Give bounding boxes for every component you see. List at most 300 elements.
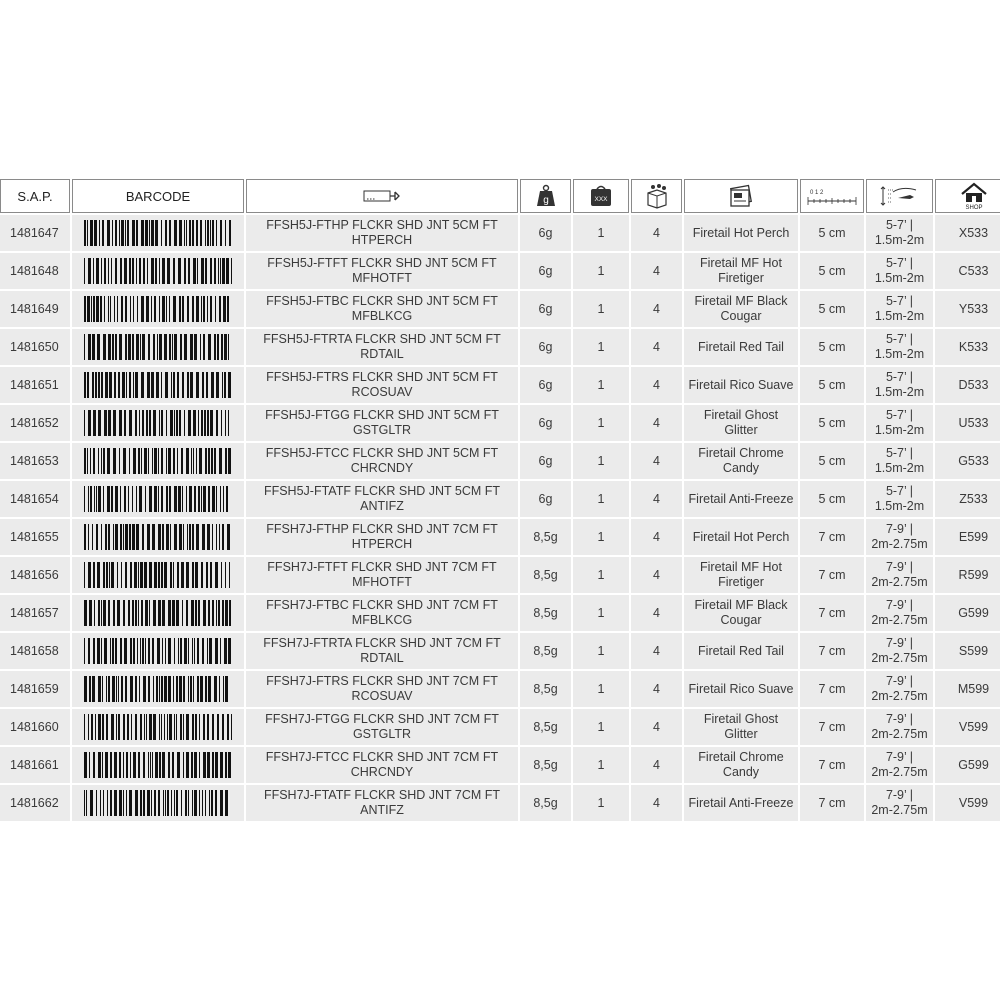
pack-qty-cell (573, 671, 629, 707)
description-cell (246, 633, 518, 669)
depth-cell (866, 595, 933, 631)
box-qty-value: 4 (653, 529, 660, 544)
description-cell (246, 595, 518, 631)
length-cell (800, 481, 864, 517)
shop-cell (935, 481, 1000, 517)
shop-cell (935, 785, 1000, 821)
ruler-icon (805, 185, 859, 207)
sap-value: 1481657 (10, 605, 59, 620)
barcode-image (84, 524, 232, 550)
length-cell (800, 405, 864, 441)
box-qty-value: 4 (653, 225, 660, 240)
weight-value: 6g (538, 263, 553, 278)
weight-value: 8,5g (533, 757, 558, 772)
shop-code: G599 (958, 757, 989, 772)
description-cell (246, 671, 518, 707)
pack-quantity-icon (589, 184, 613, 208)
name-cell (684, 633, 798, 669)
name-cell (684, 253, 798, 289)
length-value: 7 cm (818, 643, 846, 658)
description-line-2: MFHOTFT (352, 271, 412, 285)
shop-cell (935, 519, 1000, 555)
description-line-1: FFSH7J-FTFT FLCKR SHD JNT 7CM FT (267, 560, 497, 574)
shop-code: G533 (958, 453, 989, 468)
weight-cell (520, 747, 571, 783)
sap-cell (0, 557, 70, 593)
name-line-2: Candy (722, 461, 760, 475)
sap-cell (0, 709, 70, 745)
box-qty-value: 4 (653, 339, 660, 354)
length-value: 5 cm (818, 453, 846, 468)
sap-cell (0, 215, 70, 251)
length-value: 7 cm (818, 681, 846, 696)
description-line-2: GSTGLTR (352, 727, 412, 741)
weight-cell (520, 443, 571, 479)
length-value: 7 cm (818, 757, 846, 772)
pack-qty-cell (573, 329, 629, 365)
depth-feet: 5-7’ | (885, 332, 914, 346)
description-line-1: FFSH7J-FTCC FLCKR SHD JNT 7CM FT (265, 750, 499, 764)
depth-feet: 7-9’ | (885, 636, 914, 650)
length-cell (800, 215, 864, 251)
name-cell (684, 329, 798, 365)
depth-cell (866, 557, 933, 593)
box-qty-cell (631, 405, 682, 441)
description-line-2: HTPERCH (351, 537, 413, 551)
pack-qty-cell (573, 481, 629, 517)
depth-cell (866, 215, 933, 251)
box-qty-cell (631, 481, 682, 517)
barcode-cell (72, 291, 244, 327)
name-line-2: Candy (722, 765, 760, 779)
weight-cell (520, 557, 571, 593)
pack-qty-cell (573, 557, 629, 593)
name-line-2: Firetiger (718, 575, 764, 589)
name-cell (684, 595, 798, 631)
shop-code: E599 (958, 529, 989, 544)
shop-code: K533 (958, 339, 989, 354)
header-sap (0, 179, 70, 213)
description-line-2: CHRCNDY (350, 461, 414, 475)
description-line-2: RDTAIL (360, 347, 404, 361)
shop-code: Z533 (959, 491, 988, 506)
header-shop (935, 179, 1000, 213)
depth-meters: 2m-2.75m (871, 689, 928, 703)
weight-cell (520, 253, 571, 289)
name-cell (684, 481, 798, 517)
name-line-1: Firetail MF Hot (700, 256, 782, 270)
pack-qty-value: 1 (597, 377, 605, 392)
length-value: 5 cm (818, 415, 846, 430)
description-cell (246, 747, 518, 783)
box-qty-value: 4 (653, 605, 660, 620)
shop-cell (935, 215, 1000, 251)
weight-cell (520, 481, 571, 517)
description-cell (246, 291, 518, 327)
depth-feet: 7-9’ | (885, 788, 914, 802)
depth-cell (866, 481, 933, 517)
sap-cell (0, 785, 70, 821)
sap-cell (0, 443, 70, 479)
pack-qty-value: 1 (597, 529, 605, 544)
depth-meters: 1.5m-2m (874, 499, 925, 513)
length-cell (800, 443, 864, 479)
length-cell (800, 785, 864, 821)
depth-meters: 1.5m-2m (874, 309, 925, 323)
sap-value: 1481658 (10, 643, 59, 658)
length-cell (800, 633, 864, 669)
description-line-2: HTPERCH (351, 233, 413, 247)
header-weight (520, 179, 571, 213)
box-qty-value: 4 (653, 643, 660, 658)
barcode-cell (72, 253, 244, 289)
name-line-1: Firetail Hot Perch (692, 529, 790, 544)
depth-cell (866, 709, 933, 745)
box-qty-cell (631, 367, 682, 403)
table-row (0, 329, 1000, 365)
weight-value: 8,5g (533, 529, 558, 544)
description-line-1: FFSH7J-FTATF FLCKR SHD JNT 7CM FT (263, 788, 501, 802)
depth-feet: 7-9’ | (885, 522, 914, 536)
weight-value: 8,5g (533, 643, 558, 658)
pack-icon-glyph: XXX (594, 196, 608, 203)
barcode-image (84, 676, 232, 702)
header-sap-label: S.A.P. (17, 188, 53, 204)
weight-cell (520, 709, 571, 745)
length-cell (800, 367, 864, 403)
depth-feet: 7-9’ | (885, 712, 914, 726)
barcode-cell (72, 481, 244, 517)
box-qty-value: 4 (653, 377, 660, 392)
depth-cell (866, 405, 933, 441)
name-line-1: Firetail Anti-Freeze (688, 795, 794, 810)
depth-cell (866, 747, 933, 783)
weight-cell (520, 291, 571, 327)
pack-qty-value: 1 (597, 567, 605, 582)
description-cell (246, 557, 518, 593)
name-cell (684, 747, 798, 783)
pack-qty-cell (573, 405, 629, 441)
depth-feet: 7-9’ | (885, 750, 914, 764)
description-cell (246, 215, 518, 251)
pack-qty-value: 1 (597, 757, 605, 772)
weight-icon (535, 184, 557, 208)
box-qty-value: 4 (653, 719, 660, 734)
table-row (0, 367, 1000, 403)
length-value: 5 cm (818, 377, 846, 392)
pack-qty-value: 1 (597, 301, 605, 316)
weight-value: 6g (538, 415, 553, 430)
weight-value: 8,5g (533, 719, 558, 734)
header-depth (866, 179, 933, 213)
depth-meters: 2m-2.75m (871, 803, 928, 817)
length-value: 7 cm (818, 719, 846, 734)
pack-qty-value: 1 (597, 339, 605, 354)
length-value: 7 cm (818, 795, 846, 810)
barcode-cell (72, 329, 244, 365)
sap-cell (0, 367, 70, 403)
name-cell (684, 291, 798, 327)
name-cell (684, 709, 798, 745)
name-line-1: Firetail Anti-Freeze (688, 491, 794, 506)
name-line-1: Firetail Chrome (698, 446, 784, 460)
name-cell (684, 671, 798, 707)
shop-label: SHOP (964, 205, 983, 210)
depth-feet: 7-9’ | (885, 674, 914, 688)
shop-code: D533 (958, 377, 989, 392)
description-line-2: GSTGLTR (352, 423, 412, 437)
color-chart-icon (728, 184, 754, 208)
box-qty-cell (631, 633, 682, 669)
description-cell (246, 709, 518, 745)
length-cell (800, 557, 864, 593)
description-line-1: FFSH5J-FTRS FLCKR SHD JNT 5CM FT (266, 370, 498, 384)
table-row (0, 253, 1000, 289)
box-qty-value: 4 (653, 567, 660, 582)
box-qty-cell (631, 595, 682, 631)
depth-cell (866, 633, 933, 669)
barcode-cell (72, 785, 244, 821)
sap-cell (0, 329, 70, 365)
header-description (246, 179, 518, 213)
barcode-image (84, 714, 232, 740)
table-row (0, 215, 1000, 251)
box-qty-value: 4 (653, 795, 660, 810)
weight-value: 6g (538, 453, 553, 468)
box-qty-value: 4 (653, 301, 660, 316)
description-cell (246, 367, 518, 403)
shop-cell (935, 367, 1000, 403)
description-line-2: MFBLKCG (351, 613, 413, 627)
barcode-image (84, 790, 232, 816)
box-qty-value: 4 (653, 491, 660, 506)
sap-value: 1481654 (10, 491, 59, 506)
barcode-cell (72, 709, 244, 745)
pack-qty-value: 1 (597, 719, 605, 734)
shop-code: C533 (958, 263, 989, 278)
depth-cell (866, 519, 933, 555)
depth-meters: 1.5m-2m (874, 461, 925, 475)
weight-value: 6g (538, 339, 553, 354)
header-box (631, 179, 682, 213)
length-cell (800, 709, 864, 745)
ruler-ticks-label: 0 1 2 (810, 190, 824, 196)
weight-value: 6g (538, 225, 553, 240)
barcode-cell (72, 519, 244, 555)
description-cell (246, 785, 518, 821)
sap-value: 1481650 (10, 339, 59, 354)
pack-qty-value: 1 (597, 453, 605, 468)
sap-cell (0, 747, 70, 783)
description-line-1: FFSH5J-FTBC FLCKR SHD JNT 5CM FT (266, 294, 498, 308)
description-cell (246, 405, 518, 441)
sap-value: 1481652 (10, 415, 59, 430)
box-qty-cell (631, 785, 682, 821)
shop-cell (935, 405, 1000, 441)
product-table (0, 177, 1000, 823)
header-barcode-label: BARCODE (125, 188, 191, 204)
length-cell (800, 291, 864, 327)
name-line-1: Firetail Hot Perch (692, 225, 790, 240)
length-value: 5 cm (818, 263, 846, 278)
shop-cell (935, 329, 1000, 365)
description-line-1: FFSH5J-FTFT FLCKR SHD JNT 5CM FT (267, 256, 497, 270)
name-cell (684, 785, 798, 821)
box-qty-cell (631, 671, 682, 707)
description-line-1: FFSH7J-FTHP FLCKR SHD JNT 7CM FT (266, 522, 498, 536)
name-line-2: Glitter (724, 727, 758, 741)
description-cell (246, 329, 518, 365)
depth-meters: 2m-2.75m (871, 765, 928, 779)
table-row (0, 481, 1000, 517)
name-cell (684, 443, 798, 479)
name-cell (684, 557, 798, 593)
table-row (0, 671, 1000, 707)
header-pack-qty (573, 179, 629, 213)
description-line-1: FFSH5J-FTRTA FLCKR SHD JNT 5CM FT (263, 332, 501, 346)
barcode-image (84, 334, 232, 360)
box-qty-cell (631, 253, 682, 289)
weight-value: 8,5g (533, 681, 558, 696)
pack-qty-cell (573, 785, 629, 821)
shop-cell (935, 557, 1000, 593)
name-line-1: Firetail Red Tail (698, 643, 784, 658)
name-line-1: Firetail MF Black (694, 294, 788, 308)
box-qty-value: 4 (653, 757, 660, 772)
box-qty-cell (631, 519, 682, 555)
sap-cell (0, 595, 70, 631)
shop-code: M599 (957, 681, 990, 696)
table-row (0, 557, 1000, 593)
name-cell (684, 215, 798, 251)
depth-meters: 2m-2.75m (871, 727, 928, 741)
sap-value: 1481659 (10, 681, 59, 696)
table-row (0, 633, 1000, 669)
sap-value: 1481647 (10, 225, 59, 240)
depth-feet: 5-7’ | (885, 256, 914, 270)
name-line-1: Firetail MF Black (694, 598, 788, 612)
depth-meters: 1.5m-2m (874, 347, 925, 361)
depth-cell (866, 291, 933, 327)
box-qty-cell (631, 329, 682, 365)
description-line-2: RDTAIL (360, 651, 404, 665)
name-cell (684, 405, 798, 441)
length-cell (800, 329, 864, 365)
name-line-1: Firetail Rico Suave (688, 681, 794, 696)
header-length (800, 179, 864, 213)
depth-feet: 7-9’ | (885, 560, 914, 574)
description-line-2: MFBLKCG (351, 309, 413, 323)
depth-meters: 1.5m-2m (874, 233, 925, 247)
shop-code: V599 (958, 795, 989, 810)
pack-qty-cell (573, 291, 629, 327)
sap-cell (0, 291, 70, 327)
description-line-1: FFSH7J-FTRTA FLCKR SHD JNT 7CM FT (263, 636, 501, 650)
barcode-cell (72, 405, 244, 441)
length-value: 5 cm (818, 491, 846, 506)
sap-value: 1481649 (10, 301, 59, 316)
shop-cell (935, 595, 1000, 631)
name-line-1: Firetail Ghost (703, 408, 779, 422)
pack-qty-cell (573, 709, 629, 745)
description-line-2: CHRCNDY (350, 765, 414, 779)
box-qty-value: 4 (653, 263, 660, 278)
length-value: 7 cm (818, 605, 846, 620)
pack-qty-cell (573, 215, 629, 251)
name-cell (684, 367, 798, 403)
depth-meters: 1.5m-2m (874, 271, 925, 285)
lure-line-icon (362, 187, 402, 205)
description-line-2: ANTIFZ (360, 803, 404, 817)
length-value: 7 cm (818, 529, 846, 544)
description-line-2: RCOSUAV (351, 689, 413, 703)
description-cell (246, 481, 518, 517)
table-row (0, 785, 1000, 821)
box-qty-value: 4 (653, 681, 660, 696)
description-line-2: MFHOTFT (352, 575, 412, 589)
name-line-1: Firetail Ghost (703, 712, 779, 726)
sap-value: 1481653 (10, 453, 59, 468)
name-line-1: Firetail Red Tail (698, 339, 784, 354)
sap-cell (0, 253, 70, 289)
barcode-image (84, 486, 232, 512)
sap-value: 1481661 (10, 757, 59, 772)
header-row (0, 179, 1000, 213)
weight-cell (520, 215, 571, 251)
box-qty-cell (631, 443, 682, 479)
description-line-2: ANTIFZ (360, 499, 404, 513)
barcode-image (84, 448, 232, 474)
depth-feet: 5-7’ | (885, 446, 914, 460)
description-line-1: FFSH5J-FTHP FLCKR SHD JNT 5CM FT (266, 218, 498, 232)
shop-code: S599 (958, 643, 989, 658)
depth-cell (866, 443, 933, 479)
sap-cell (0, 633, 70, 669)
weight-cell (520, 519, 571, 555)
depth-cell (866, 671, 933, 707)
depth-feet: 5-7’ | (885, 370, 914, 384)
name-line-2: Cougar (720, 309, 762, 323)
barcode-cell (72, 595, 244, 631)
table-row (0, 747, 1000, 783)
pack-qty-cell (573, 253, 629, 289)
name-line-2: Firetiger (718, 271, 764, 285)
length-cell (800, 519, 864, 555)
shop-cell (935, 671, 1000, 707)
barcode-cell (72, 671, 244, 707)
length-value: 5 cm (818, 225, 846, 240)
table-row (0, 595, 1000, 631)
weight-value: 6g (538, 377, 553, 392)
name-line-1: Firetail Rico Suave (688, 377, 794, 392)
length-value: 5 cm (818, 301, 846, 316)
barcode-cell (72, 557, 244, 593)
shop-code: V599 (958, 719, 989, 734)
shop-house-icon (959, 182, 989, 210)
pack-qty-cell (573, 747, 629, 783)
depth-cell (866, 253, 933, 289)
sap-value: 1481660 (10, 719, 59, 734)
box-qty-cell (631, 215, 682, 251)
shop-code: X533 (958, 225, 989, 240)
name-line-1: Firetail MF Hot (700, 560, 782, 574)
shop-code: R599 (958, 567, 989, 582)
barcode-image (84, 410, 232, 436)
description-line-1: FFSH5J-FTGG FLCKR SHD JNT 5CM FT (265, 408, 499, 422)
table-row (0, 405, 1000, 441)
shop-cell (935, 253, 1000, 289)
length-cell (800, 671, 864, 707)
